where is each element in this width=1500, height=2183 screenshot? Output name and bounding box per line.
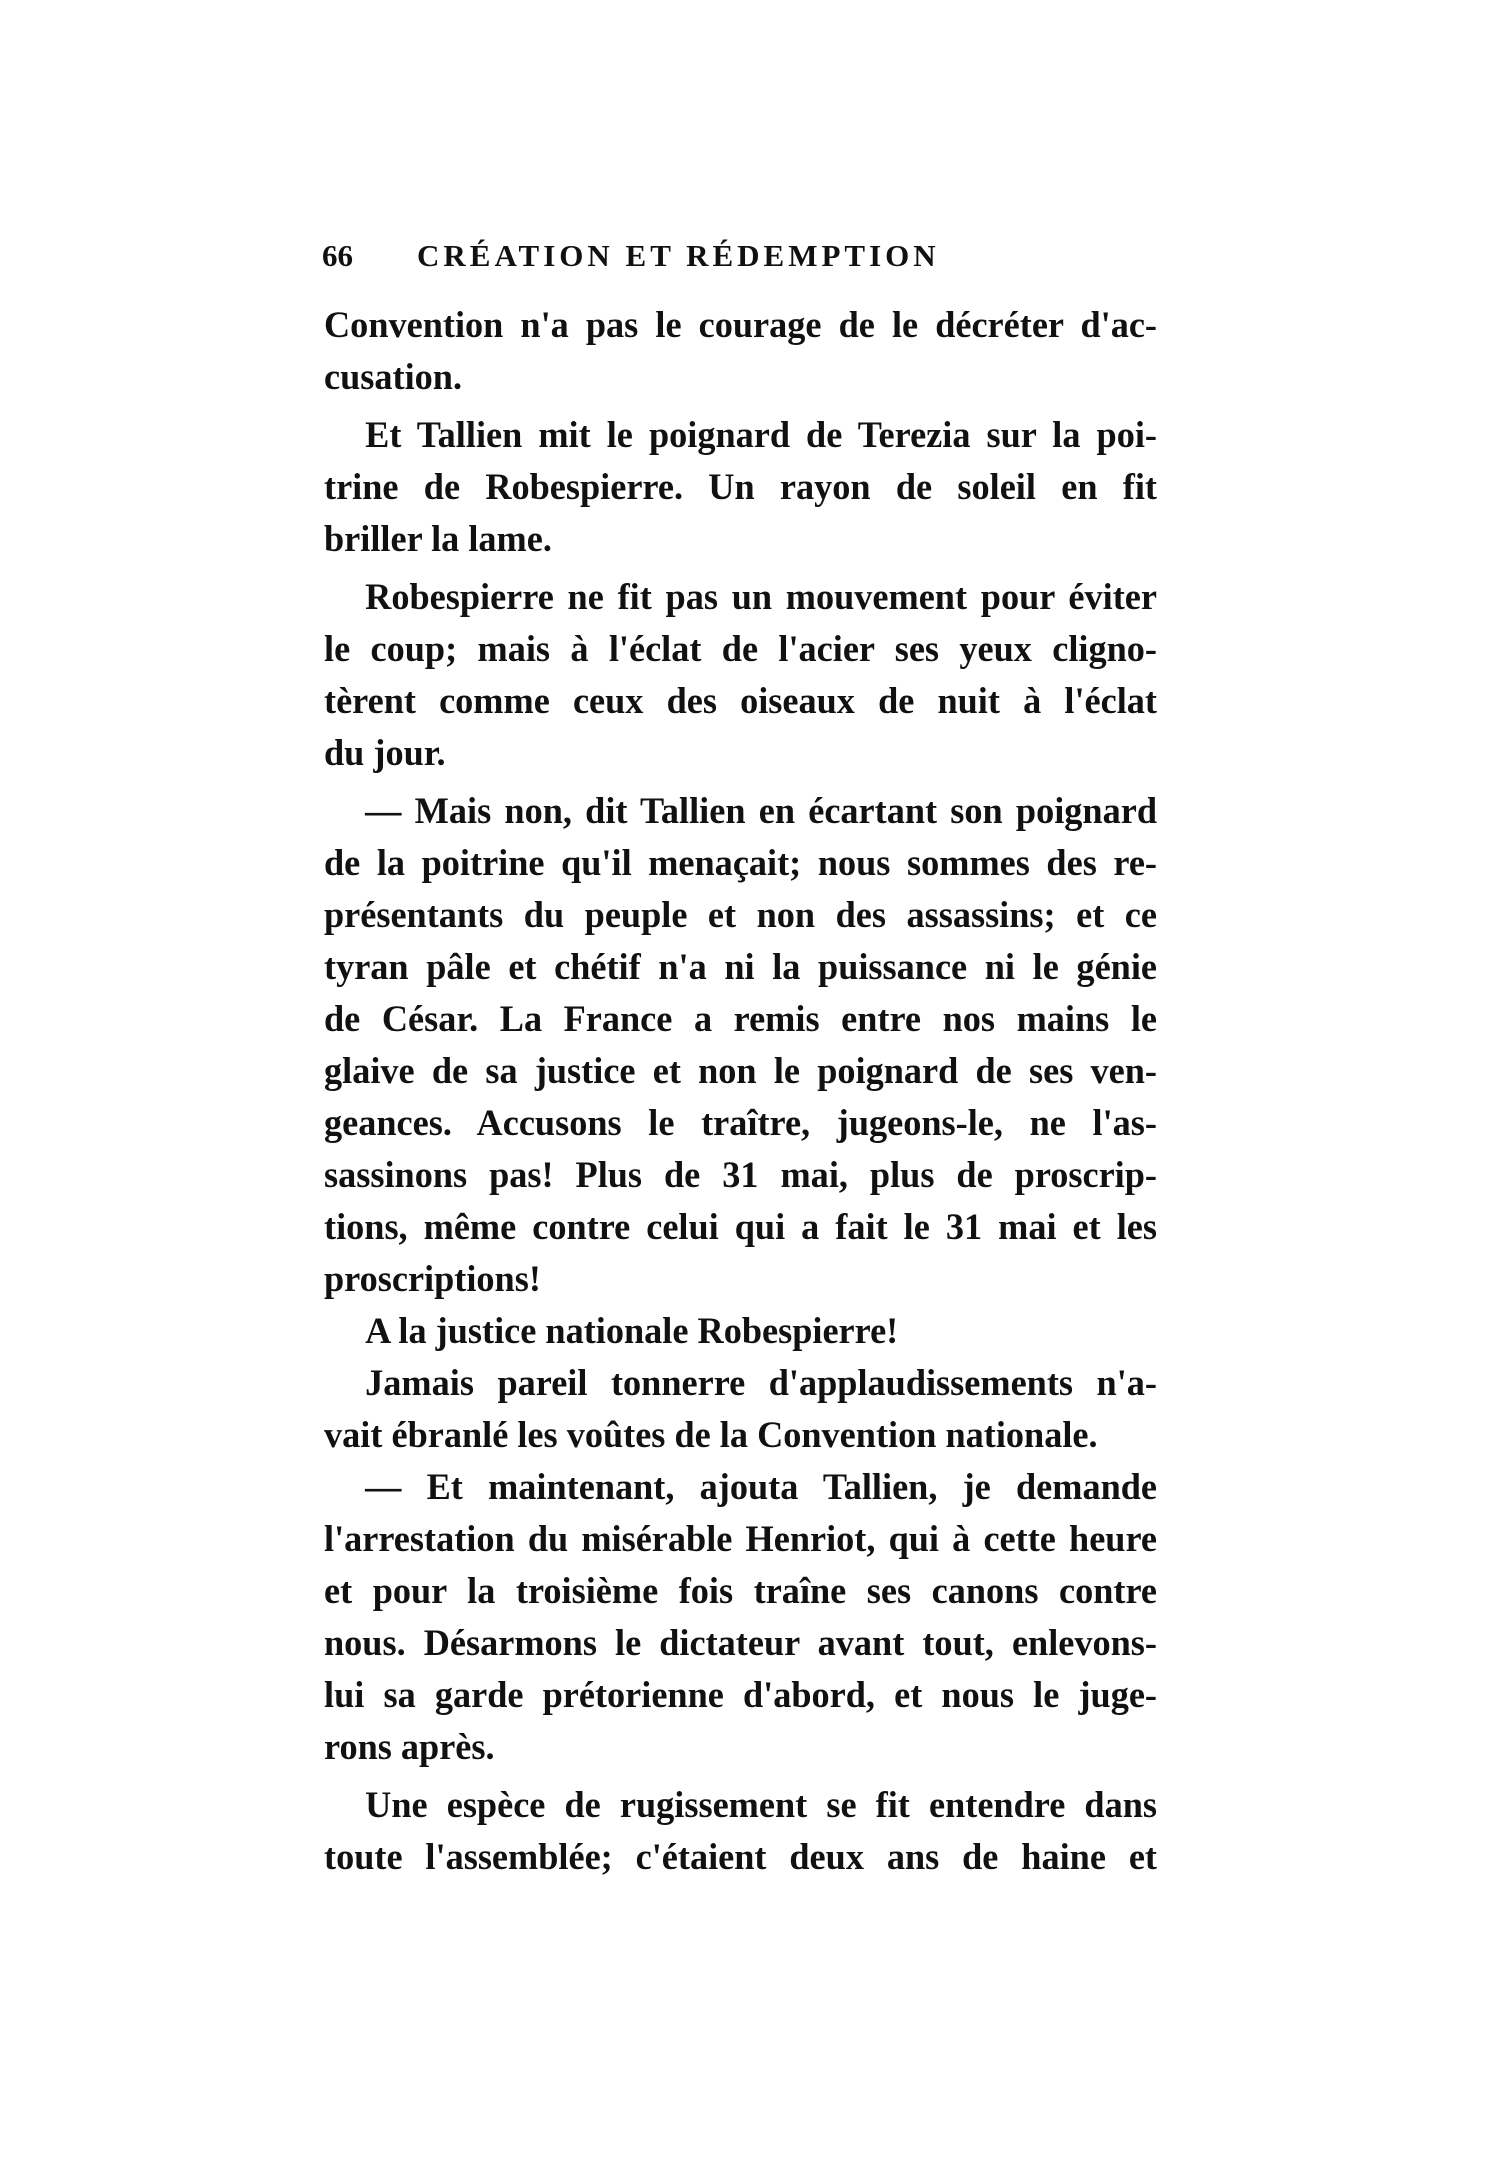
paragraph [324,410,1157,566]
text-line: — Et maintenant, ajouta Tallien, je demande [365,1467,1157,1508]
paragraph [324,1780,1157,1884]
text-line: briller la lame. [324,519,552,560]
paragraph [324,572,1157,780]
text-line: glaive de sa justice et non le poignard de ses ven- [324,1051,1157,1092]
paragraph [324,300,1157,404]
text-line: Robespierre ne fit pas un mouvement pour éviter [365,577,1157,618]
text-line: vait ébranlé les voûtes de la Convention nationale. [324,1415,1098,1456]
body-text [324,300,1157,1884]
text-line: geances. Accusons le traître, jugeons-le, ne l'as- [324,1103,1157,1144]
paragraph [324,1462,1157,1774]
text-line: A la justice nationale Robespierre! [365,1311,899,1352]
text-line: trine de Robespierre. Un rayon de soleil en fit [324,467,1157,508]
text-line: proscriptions! [324,1259,541,1300]
text-line: tions, même contre celui qui a fait le 31 mai et les [324,1207,1157,1248]
text-line: tyran pâle et chétif n'a ni la puissance ni le génie [324,947,1157,988]
text-line: nous. Désarmons le dictateur avant tout, enlevons- [324,1623,1157,1664]
text-line: — Mais non, dit Tallien en écartant son poignard [365,791,1157,832]
text-line: lui sa garde prétorienne d'abord, et nous le juge- [324,1675,1157,1716]
text-line: présentants du peuple et non des assassins; et ce [324,895,1157,936]
paragraph [324,786,1157,1306]
text-line: l'arrestation du misérable Henriot, qui à cette heure [324,1519,1157,1560]
text-line: toute l'assemblée; c'étaient deux ans de haine et [324,1837,1157,1878]
text-line: du jour. [324,733,446,774]
running-title: CRÉATION ET RÉDEMPTION [417,238,940,273]
text-line: tèrent comme ceux des oiseaux de nuit à l'éclat [324,681,1157,722]
text-line: de César. La France a remis entre nos mains le [324,999,1157,1040]
text-line: Une espèce de rugissement se fit entendre dans [365,1785,1157,1826]
paragraph [324,1306,1157,1358]
text-line: et pour la troisième fois traîne ses canons contre [324,1571,1157,1612]
text-line: de la poitrine qu'il menaçait; nous sommes des re- [324,843,1157,884]
text-line: sassinons pas! Plus de 31 mai, plus de proscrip- [324,1155,1157,1196]
running-header [322,238,1182,274]
text-line: Jamais pareil tonnerre d'applaudissements n'a- [365,1363,1157,1404]
text-line: cusation. [324,357,463,398]
paragraph [324,1358,1157,1462]
text-line: Convention n'a pas le courage de le décréter d'ac- [324,305,1157,346]
text-line: rons après. [324,1727,495,1768]
text-line: Et Tallien mit le poignard de Terezia sur la poi- [365,415,1157,456]
text-line: le coup; mais à l'éclat de l'acier ses yeux cligno- [324,629,1157,670]
page-number: 66 [322,238,353,273]
